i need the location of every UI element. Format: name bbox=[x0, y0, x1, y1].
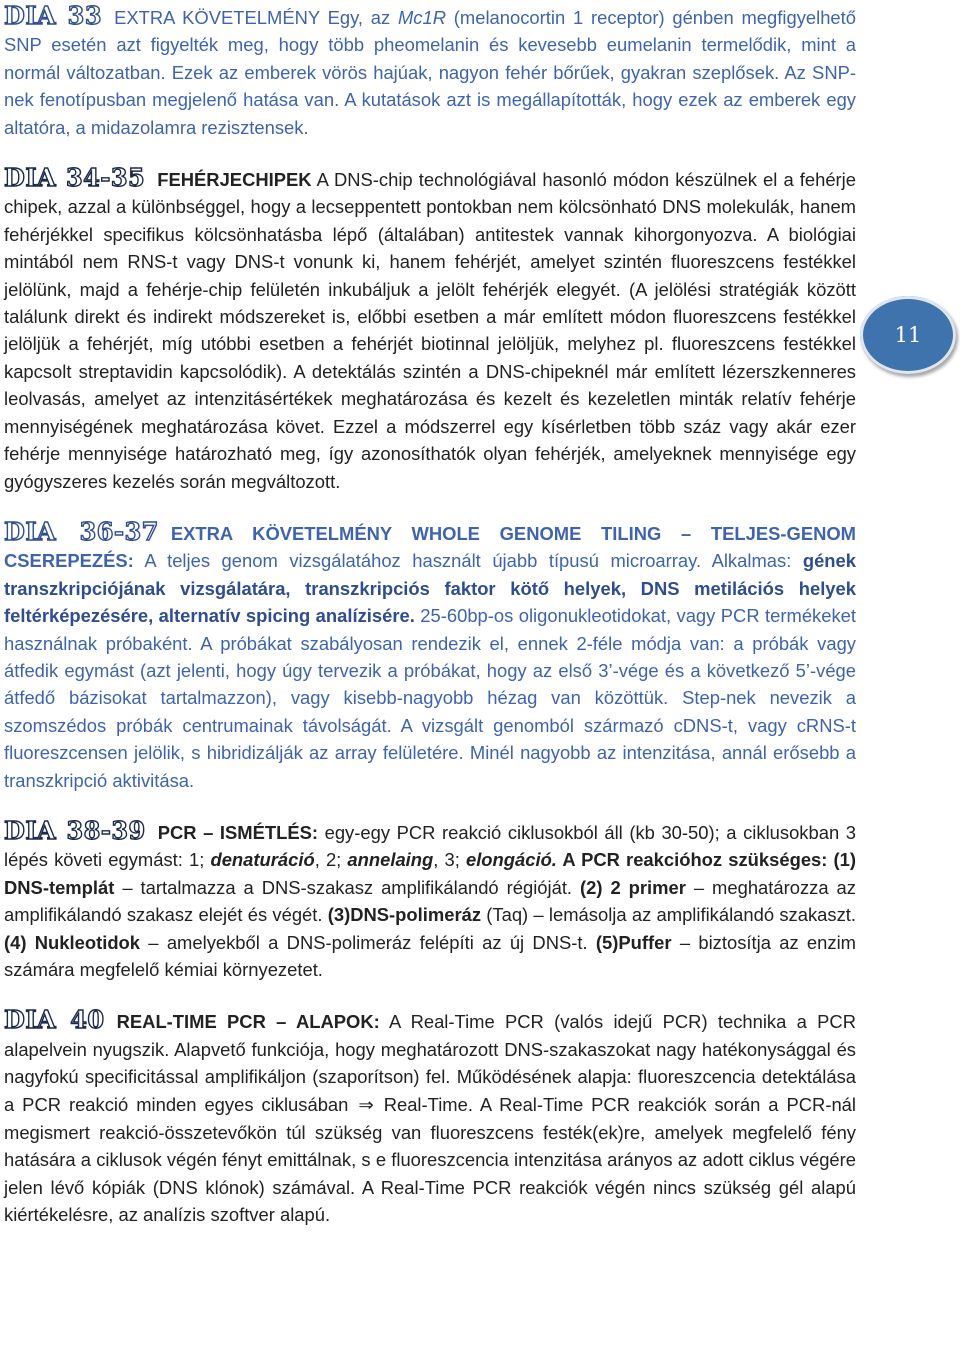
bold-text: (3)DNS-polimeráz bbox=[327, 904, 482, 926]
section-heading: REAL-TIME PCR – ALAPOK: bbox=[116, 1011, 380, 1033]
text: EXTRA KÖVETELMÉNY Egy, az bbox=[114, 7, 398, 28]
paragraph-dia-40 bbox=[4, 1006, 856, 1228]
dia-label: DIA 34-35 bbox=[4, 163, 146, 193]
text: , 3; bbox=[433, 849, 466, 871]
bold-text: (2) 2 primer bbox=[580, 876, 686, 898]
gene-name: Mc1R bbox=[397, 7, 447, 28]
text: – biztosítja az enzim számára megfelelő kémiai környezetet. bbox=[4, 931, 856, 980]
paragraph-dia-36-37 bbox=[4, 518, 856, 794]
bold-text: A PCR reakcióhoz szükséges: (1) DNS-templát bbox=[4, 849, 856, 898]
bold-text: (4) Nukleotidok bbox=[4, 931, 141, 953]
dia-label: DIA 36-37 bbox=[4, 516, 159, 546]
text: A DNS-chip technológiával hasonló módon készülnek el a fehérje chipek, azzal a különbséggel, hogy a lecseppentett pontokban nem kölcsönható DNS molekulák, hanem fehérjékkel specifikus kölcsönhatásba lépő (általában) antitestek vannak kihorgonyozva. A biológiai mintából nem RNS-t vagy DNS-t vonunk ki, hanem fehérjét, amelyet szintén fluoreszcens festékkel jelölünk, majd a fehérje-chip felületén inkubáljuk a jelölt fehérjék elegyét. (A jelölési stratégiák között találunk direkt és indirekt módszereket is, előbbi esetben a már említett módon fluoreszcens festékkel jelöljük a fehérjét, míg utóbbi esetben a fehérjét biotinnal jelöljük, melyhez pl. fluoreszcens festékkel kapcsolt streptavidin kapcsolódik). A detektálás szintén a DNS-chipeknél már említett lézerszkenneres leolvasás, amelyet az intenzitásértékek meghatározása és kezelt és kezeletlen minták relatív fehérje mennyiségének meghatározása követ. Ezzel a módszerrel egy kísérletben több száz vagy akár ezer fehérje mennyisége határozható meg, így azonosíthatók olyan fehérjék, amelyeknek mennyisége egy gyógyszeres kezelés során megváltozott. bbox=[4, 169, 856, 492]
paragraph-dia-38-39 bbox=[4, 817, 856, 983]
implies-arrow-icon: ⇒ bbox=[358, 1094, 374, 1116]
section-dia-38-39 bbox=[4, 817, 856, 983]
bold-text: (5)Puffer bbox=[595, 931, 672, 953]
text: A Real-Time PCR (valós idejű PCR) technika a PCR alapelvein nyugszik. Alapvető funkciója, hogy meghatározott DNS-szakaszokat nagy hatékonysággal és nagyfokú specificitással amplifikáljon (szaporítson) fel. Működésének alapja: fluoreszcencia detektálása a PCR reakció minden egyes ciklusában bbox=[4, 1011, 856, 1115]
section-heading: FEHÉRJECHIPEK bbox=[157, 169, 312, 191]
paragraph-dia-33 bbox=[4, 2, 856, 141]
text: (Taq) – lemásolja az amplifikálandó szakaszt. bbox=[481, 904, 856, 926]
text: – meghatározza az amplifikálandó szakasz elejét és végét. bbox=[4, 876, 856, 926]
section-dia-33 bbox=[4, 2, 856, 141]
section-heading: EXTRA KÖVETELMÉNY WHOLE GENOME TILING – TELJES-GENOM CSEREPEZÉS: bbox=[4, 522, 856, 572]
text: – tartalmazza a DNS-szakasz amplifikálandó régióját. bbox=[114, 876, 581, 898]
step-term: annelaing bbox=[347, 849, 434, 871]
document-page bbox=[4, 2, 856, 1252]
section-dia-40 bbox=[4, 1006, 856, 1228]
section-dia-36-37 bbox=[4, 518, 856, 794]
section-dia-34-35 bbox=[4, 164, 856, 495]
dia-label: DIA 38-39 bbox=[4, 815, 146, 845]
bold-text: gének transzkripciójának vizsgálatára, transzkripciós faktor kötő helyek, DNS metilációs helyek feltérképezésére, alternatív spicing analízisére. bbox=[4, 550, 856, 627]
text: (melanocortin 1 receptor) génben megfigyelhető SNP esetén azt figyelték meg, hogy több pheomelanin és kevesebb eumelanin termelődik, mint a normál változatban. Ezek az emberek vörös hajúak, nagyon fehér bőrűek, gyakran szeplősek. Az SNP-nek fenotípusban megjelenő hatása van. A kutatások azt is megállapították, hogy ezek az emberek egy altatóra, a midazolamra rezisztensek. bbox=[4, 7, 856, 138]
dia-label: DIA 40 bbox=[4, 1005, 105, 1035]
section-heading: PCR – ISMÉTLÉS: bbox=[157, 821, 319, 843]
dia-label: DIA 33 bbox=[4, 1, 103, 30]
page-number-badge bbox=[860, 296, 956, 374]
text: 25-60bp-os oligonukleotidokat, vagy PCR termékeket használnak próbaként. A próbákat szabályosan rendezik el, ennek 2-féle módja van: a próbák vagy átfedik egymást (azt jelenti, hogy úgy tervezik a próbákat, hogy az első 3’-vége és a következő 5’-vége átfedő bázisokat tartalmazzon), vagy kisebb-nagyobb hézag van közöttük. Step-nek nevezik a szomszédos próbák centrumainak távolságát. A vizsgált genomból származó cDNS-t, vagy cRNS-t fluoreszcensen jelölik, s hibridizálják az array felületére. Minél nagyobb az intenzitása, annál erősebb a transzkripció aktivitása. bbox=[4, 605, 857, 791]
step-term: denaturáció bbox=[210, 849, 315, 871]
text: egy-egy PCR reakció ciklusokból áll (kb 30-50); a ciklusokban 3 lépés követi egymást: 1; bbox=[4, 821, 856, 871]
text: – amelyekből a DNS-polimeráz felépíti az új DNS-t. bbox=[140, 931, 596, 953]
text: Real-Time. A Real-Time PCR reakciók során a PCR-nál megismert reakció-összetevőkön túl szükség van fluoreszcens festék(ek)re, amelyek megfelelő fény hatására a ciklusok végén fényt emittálnak, s e fluoreszcencia intenzitása arányos az adott ciklus végére jelen lévő kópiák (DNS klónok) számával. A Real-Time PCR reakciók végén nincs szükség gél alapú kiértékelésre, az analízis szoftver alapú. bbox=[4, 1093, 856, 1226]
text: A teljes genom vizsgálatához használt újabb típusú microarray. Alkalmas: bbox=[133, 550, 803, 572]
text: , 2; bbox=[314, 849, 348, 871]
step-term: elongáció. bbox=[465, 849, 557, 871]
page-number: 11 bbox=[894, 323, 922, 347]
paragraph-dia-34-35 bbox=[4, 164, 856, 495]
